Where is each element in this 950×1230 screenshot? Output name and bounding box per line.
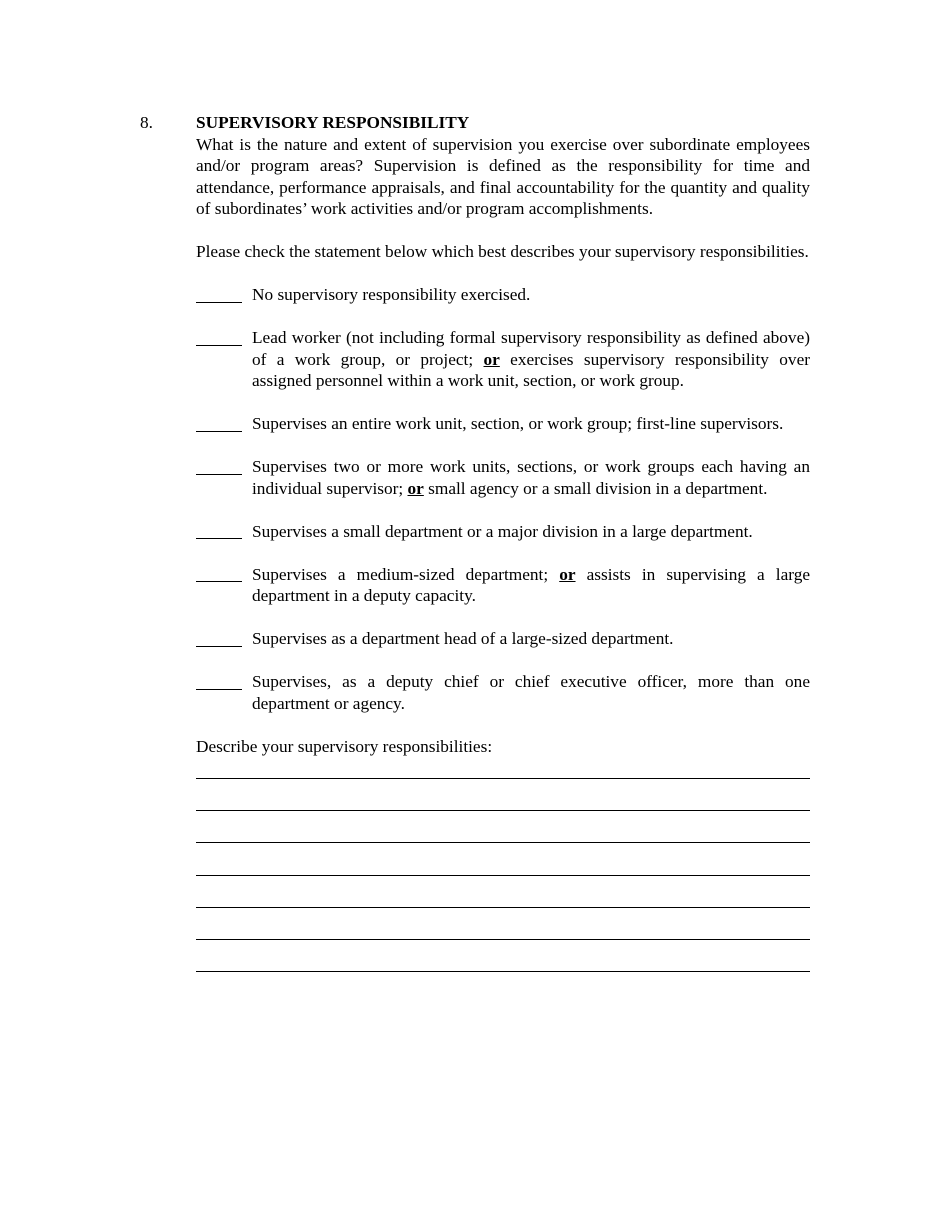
or-emphasis: or — [559, 564, 576, 584]
option-item — [196, 327, 810, 392]
section-number: 8. — [140, 113, 153, 132]
option-text — [252, 564, 810, 607]
checkbox-blank[interactable] — [196, 456, 242, 478]
or-emphasis: or — [483, 349, 500, 369]
option-text: Supervises as a department head of a large-sized department. — [252, 629, 674, 648]
checkbox-blank[interactable] — [196, 413, 242, 435]
section-title: SUPERVISORY RESPONSIBILITY — [196, 113, 470, 132]
option-text — [252, 327, 810, 392]
option-text: Supervises a small department or a major division in a large department. — [252, 521, 753, 541]
checkbox-blank[interactable] — [196, 284, 242, 306]
section-intro: What is the nature and extent of supervision you exercise over subordinate employees and/or program areas? Supervision is defined as the responsibility for time and attendance, performance appraisals, and final accountability for the quantity and quality of subordinates’ work activities and/or program accomplishments. — [196, 134, 810, 218]
option-item — [196, 564, 810, 607]
option-text-part: Lead worker (not including formal supervisory responsibility as defined above) of a work group, or project; — [252, 328, 810, 369]
option-item — [196, 284, 810, 306]
option-text: Supervises an entire work unit, section, or work group; first-line supervisors. — [252, 414, 784, 433]
checkbox-blank[interactable] — [196, 521, 242, 543]
answer-line[interactable] — [196, 846, 810, 878]
checkbox-blank[interactable] — [196, 628, 242, 650]
option-text-part: assists in supervising a large department in a deputy capacity. — [252, 564, 811, 605]
checkbox-blank[interactable] — [196, 671, 242, 693]
option-text-part: Supervises a medium-sized department; — [252, 564, 560, 584]
option-text — [252, 456, 810, 499]
describe-lines — [196, 757, 810, 975]
section-instruction: Please check the statement below which best describes your supervisory responsibilities. — [196, 242, 809, 261]
option-text: Supervises, as a deputy chief or chief executive officer, more than one department or agency. — [252, 672, 810, 713]
option-item — [196, 628, 810, 650]
options-list — [196, 284, 810, 714]
checkbox-blank[interactable] — [196, 327, 242, 349]
checkbox-blank[interactable] — [196, 564, 242, 586]
option-item — [196, 521, 810, 543]
option-item — [196, 413, 810, 435]
answer-line[interactable] — [196, 879, 810, 911]
answer-line[interactable] — [196, 757, 810, 782]
section-content — [196, 112, 810, 975]
option-text-part: Supervises two or more work units, sections, or work groups each having an individual supervisor; — [252, 457, 810, 498]
or-emphasis: or — [407, 478, 424, 498]
describe-label: Describe your supervisory responsibilities: — [196, 736, 493, 756]
answer-line[interactable] — [196, 814, 810, 846]
option-text: No supervisory responsibility exercised. — [252, 285, 531, 304]
answer-line[interactable] — [196, 943, 810, 975]
option-text-part: exercises supervisory responsibility over assigned personnel within a work unit, section, or work group. — [252, 349, 810, 390]
answer-line[interactable] — [196, 911, 810, 943]
option-item — [196, 671, 810, 714]
option-text-part: small agency or a small division in a department. — [423, 478, 768, 498]
option-item — [196, 456, 810, 499]
answer-line[interactable] — [196, 782, 810, 814]
